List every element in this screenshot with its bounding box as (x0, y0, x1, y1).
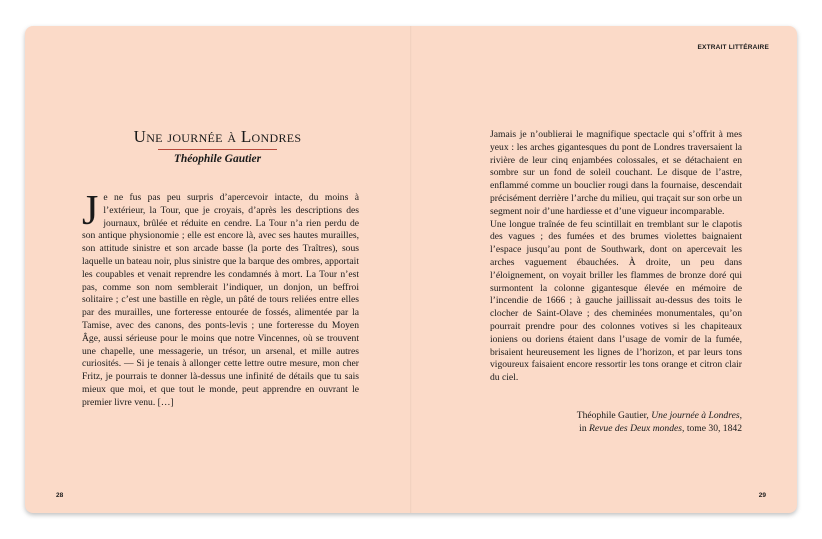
page-gutter (410, 26, 412, 513)
section-label: EXTRAIT LITTÉRAIRE (697, 44, 769, 51)
page-number-left: 28 (56, 492, 64, 499)
drop-cap: J (82, 188, 99, 234)
right-paragraph-2: Une longue traînée de feu scintillait en tremblant sur le clapotis des vagues ; des fumées et des brumes violettes baignaient l’espace jusqu’au pont de Southwark, dont on apercevait les arches vaguement ébauchées. À droite, un peu dans l’éloignement, on voyait briller les flammes de bronze doré qui surmontent la colonne gigantesque élevée en mémoire de l’incendie de 1666 ; à gauche jaillissait au-dessus des toits le clocher de Saint-Olave ; des cheminées monumentales, qu’on pourrait prendre pour des colonnes votives si les chapiteaux ioniens ou doriens étaient dans l’usage de vomir de la fumée, brisaient heureusement les lignes de l’horizon, et par leurs tons vigoureux faisaient encore ressortir les tons orange et citron clair du ciel. (490, 218, 742, 384)
left-paragraph: e ne fus pas peu surpris d’apercevoir intacte, du moins à l’extérieur, la Tour, que je croyais, d’après les descriptions des journaux, brûlée et réduite en cendre. La Tour n’a rien perdu de son antique physionomie ; elle est encore là, avec ses hautes murailles, son attitude sinistre et son arcade basse (la porte des Traîtres), sous laquelle un bateau noir, plus sinistre que la barque des ombres, apportait les coupables et venait reprendre les condamnés à mort. La Tour n’est pas, comme son nom semblerait l’indiquer, un donjon, un beffroi solitaire ; c’est une bastille en règle, un pâté de tours reliées entre elles par des murailles, une forteresse entourée de fossés, alimentée par la Tamise, avec des canons, des ponts-levis ; une forteresse du Moyen Âge, aussi sérieuse pour le moins que notre Vincennes, où se trouvent une chapelle, une messagerie, un trésor, un arsenal, et mille autres curiosités. — Si je tenais à allonger cette lettre outre mesure, mon cher Fritz, je pourrais te donner là-dessus une infinité de détails que tu sais mieux que moi, et que tout le monde, peut apprendre en ouvrant le premier livre venu. […] (82, 192, 359, 408)
article-title: Une journée à Londres (133, 127, 302, 146)
credit-in: in (579, 422, 587, 434)
book-spread (25, 26, 797, 513)
page-number-right: 29 (758, 492, 766, 499)
credit-author: Théophile Gautier, (576, 410, 649, 421)
right-column-text (490, 129, 742, 385)
credit-work: Une journée à Londres, (651, 410, 742, 421)
article-author: Théophile Gautier (173, 153, 262, 165)
left-column-text (82, 188, 359, 410)
credit-details: tome 30, 1842 (686, 422, 742, 434)
right-paragraph-1: Jamais je n’oublierai le magnifique spectacle qui s’offrit à mes yeux : les arches gigantesques du pont de Londres traversaient la rivière de leur cinq enjambées colossales, et se détachaient en sombre sur un fond de soleil couchant. Le disque de l’astre, enflammé comme un bouclier rougi dans la fournaise, descendait précisément derrière l’arche du milieu, qui traçait sur son orbe un segment noir d’une hardiesse et d’une vigueur incomparable. (490, 129, 742, 217)
title-divider (158, 149, 277, 150)
source-credit (490, 410, 742, 436)
credit-publication: Revue des Deux mondes, (589, 422, 685, 434)
